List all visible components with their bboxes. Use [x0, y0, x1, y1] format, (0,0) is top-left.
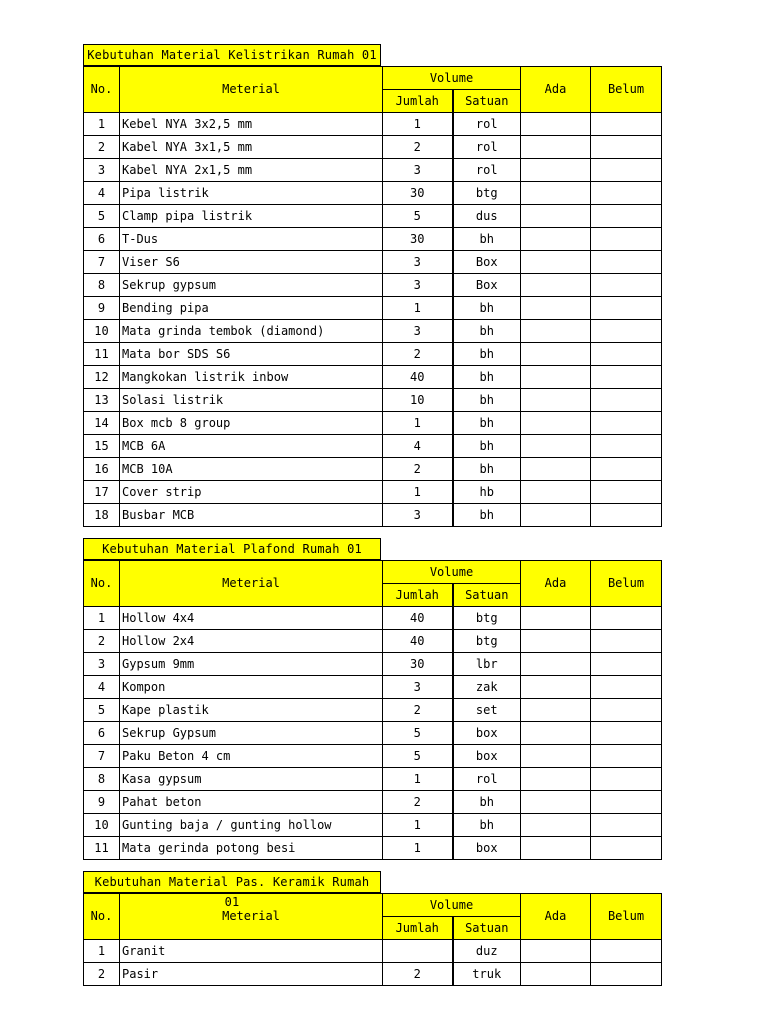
belum-cell [591, 136, 662, 159]
header-ada: Ada [521, 67, 591, 113]
material-name: Kompon [120, 676, 383, 699]
belum-cell [591, 228, 662, 251]
table-row [84, 251, 662, 274]
belum-cell [591, 113, 662, 136]
row-number: 15 [84, 435, 120, 458]
unit-cell: truk [453, 963, 521, 986]
material-name: Hollow 2x4 [120, 630, 383, 653]
row-number: 1 [84, 113, 120, 136]
material-name: Sekrup gypsum [120, 274, 383, 297]
row-number: 4 [84, 182, 120, 205]
header-volume: Volume [383, 894, 521, 917]
table-row [84, 676, 662, 699]
row-number: 1 [84, 607, 120, 630]
table-row [84, 366, 662, 389]
table-row [84, 699, 662, 722]
table-row [84, 159, 662, 182]
header-belum: Belum [591, 67, 662, 113]
belum-cell [591, 963, 662, 986]
quantity-cell: 40 [383, 607, 453, 630]
table-row [84, 630, 662, 653]
unit-cell: box [453, 722, 521, 745]
ada-cell [521, 458, 591, 481]
unit-cell: bh [453, 412, 521, 435]
row-number: 10 [84, 814, 120, 837]
table-row [84, 228, 662, 251]
material-table [83, 560, 662, 860]
quantity-cell: 30 [383, 182, 453, 205]
unit-cell: bh [453, 814, 521, 837]
quantity-cell: 1 [383, 481, 453, 504]
table-row [84, 837, 662, 860]
belum-cell [591, 745, 662, 768]
material-name: Kebel NYA 3x2,5 mm [120, 113, 383, 136]
material-name: T-Dus [120, 228, 383, 251]
material-name: Kabel NYA 2x1,5 mm [120, 159, 383, 182]
table-body [84, 113, 662, 527]
quantity-cell: 1 [383, 297, 453, 320]
unit-cell: bh [453, 389, 521, 412]
belum-cell [591, 389, 662, 412]
belum-cell [591, 205, 662, 228]
quantity-cell: 2 [383, 136, 453, 159]
unit-cell: rol [453, 136, 521, 159]
material-name: Viser S6 [120, 251, 383, 274]
header-volume: Volume [383, 561, 521, 584]
belum-cell [591, 320, 662, 343]
table-row [84, 791, 662, 814]
header-material: Meterial [120, 894, 383, 940]
quantity-cell: 40 [383, 366, 453, 389]
unit-cell: bh [453, 791, 521, 814]
table-row [84, 722, 662, 745]
table-body [84, 940, 662, 986]
unit-cell: bh [453, 435, 521, 458]
material-name: Bending pipa [120, 297, 383, 320]
material-name: Granit [120, 940, 383, 963]
material-name: MCB 6A [120, 435, 383, 458]
belum-cell [591, 274, 662, 297]
unit-cell: hb [453, 481, 521, 504]
row-number: 3 [84, 653, 120, 676]
unit-cell: btg [453, 182, 521, 205]
material-name: Clamp pipa listrik [120, 205, 383, 228]
table-row [84, 297, 662, 320]
row-number: 8 [84, 768, 120, 791]
material-name: Cover strip [120, 481, 383, 504]
ada-cell [521, 722, 591, 745]
table-row [84, 963, 662, 986]
ada-cell [521, 607, 591, 630]
ada-cell [521, 228, 591, 251]
unit-cell: bh [453, 320, 521, 343]
unit-cell: Box [453, 251, 521, 274]
belum-cell [591, 366, 662, 389]
ada-cell [521, 113, 591, 136]
unit-cell: bh [453, 366, 521, 389]
table-row [84, 274, 662, 297]
ada-cell [521, 940, 591, 963]
unit-cell: btg [453, 607, 521, 630]
belum-cell [591, 607, 662, 630]
unit-cell: duz [453, 940, 521, 963]
belum-cell [591, 837, 662, 860]
table-row [84, 205, 662, 228]
quantity-cell: 5 [383, 205, 453, 228]
belum-cell [591, 458, 662, 481]
material-name: Pasir [120, 963, 383, 986]
row-number: 6 [84, 228, 120, 251]
ada-cell [521, 251, 591, 274]
quantity-cell: 2 [383, 458, 453, 481]
table-row [84, 607, 662, 630]
quantity-cell: 5 [383, 745, 453, 768]
material-name: Busbar MCB [120, 504, 383, 527]
material-name: Box mcb 8 group [120, 412, 383, 435]
material-name: Kabel NYA 3x1,5 mm [120, 136, 383, 159]
header-jumlah: Jumlah [383, 917, 453, 940]
belum-cell [591, 343, 662, 366]
quantity-cell: 1 [383, 768, 453, 791]
table-body [84, 607, 662, 860]
material-name: Kasa gypsum [120, 768, 383, 791]
material-name: Gunting baja / gunting hollow [120, 814, 383, 837]
row-number: 16 [84, 458, 120, 481]
header-belum: Belum [591, 894, 662, 940]
row-number: 5 [84, 699, 120, 722]
unit-cell: Box [453, 274, 521, 297]
table-row [84, 814, 662, 837]
material-table [83, 893, 662, 986]
table-row [84, 940, 662, 963]
belum-cell [591, 722, 662, 745]
belum-cell [591, 791, 662, 814]
header-belum: Belum [591, 561, 662, 607]
material-name: Pahat beton [120, 791, 383, 814]
ada-cell [521, 389, 591, 412]
quantity-cell: 2 [383, 699, 453, 722]
ada-cell [521, 366, 591, 389]
ada-cell [521, 791, 591, 814]
belum-cell [591, 653, 662, 676]
unit-cell: set [453, 699, 521, 722]
ada-cell [521, 182, 591, 205]
material-name: Pipa listrik [120, 182, 383, 205]
unit-cell: dus [453, 205, 521, 228]
row-number: 13 [84, 389, 120, 412]
quantity-cell: 5 [383, 722, 453, 745]
belum-cell [591, 940, 662, 963]
quantity-cell: 3 [383, 274, 453, 297]
material-name: Mata bor SDS S6 [120, 343, 383, 366]
ada-cell [521, 412, 591, 435]
table-row [84, 343, 662, 366]
table-row [84, 481, 662, 504]
ada-cell [521, 745, 591, 768]
ada-cell [521, 676, 591, 699]
table-row [84, 504, 662, 527]
header-no: No. [84, 67, 120, 113]
ada-cell [521, 630, 591, 653]
unit-cell: bh [453, 297, 521, 320]
table-row [84, 113, 662, 136]
row-number: 12 [84, 366, 120, 389]
table-row [84, 435, 662, 458]
unit-cell: bh [453, 228, 521, 251]
belum-cell [591, 676, 662, 699]
unit-cell: rol [453, 159, 521, 182]
row-number: 6 [84, 722, 120, 745]
quantity-cell [383, 940, 453, 963]
header-ada: Ada [521, 561, 591, 607]
header-no: No. [84, 561, 120, 607]
table-row [84, 412, 662, 435]
belum-cell [591, 699, 662, 722]
ada-cell [521, 699, 591, 722]
row-number: 1 [84, 940, 120, 963]
table-row [84, 458, 662, 481]
header-jumlah: Jumlah [383, 584, 453, 607]
row-number: 11 [84, 343, 120, 366]
row-number: 2 [84, 963, 120, 986]
quantity-cell: 3 [383, 251, 453, 274]
unit-cell: box [453, 745, 521, 768]
ada-cell [521, 320, 591, 343]
quantity-cell: 2 [383, 963, 453, 986]
belum-cell [591, 768, 662, 791]
material-name: Paku Beton 4 cm [120, 745, 383, 768]
table-row [84, 653, 662, 676]
ada-cell [521, 435, 591, 458]
material-table [83, 66, 662, 527]
header-material: Meterial [120, 561, 383, 607]
ada-cell [521, 136, 591, 159]
table-row [84, 136, 662, 159]
row-number: 4 [84, 676, 120, 699]
unit-cell: bh [453, 504, 521, 527]
material-name: MCB 10A [120, 458, 383, 481]
header-material: Meterial [120, 67, 383, 113]
ada-cell [521, 205, 591, 228]
belum-cell [591, 435, 662, 458]
material-name: Mata gerinda potong besi [120, 837, 383, 860]
header-satuan: Satuan [453, 584, 521, 607]
unit-cell: rol [453, 113, 521, 136]
row-number: 11 [84, 837, 120, 860]
section-title: Kebutuhan Material Plafond Rumah 01 [83, 538, 381, 560]
material-name: Sekrup Gypsum [120, 722, 383, 745]
quantity-cell: 3 [383, 676, 453, 699]
unit-cell: box [453, 837, 521, 860]
ada-cell [521, 274, 591, 297]
header-satuan: Satuan [453, 917, 521, 940]
quantity-cell: 1 [383, 814, 453, 837]
row-number: 9 [84, 791, 120, 814]
material-name: Hollow 4x4 [120, 607, 383, 630]
material-name: Solasi listrik [120, 389, 383, 412]
header-jumlah: Jumlah [383, 90, 453, 113]
row-number: 2 [84, 630, 120, 653]
row-number: 9 [84, 297, 120, 320]
section-title: Kebutuhan Material Kelistrikan Rumah 01 [83, 44, 381, 66]
table-row [84, 182, 662, 205]
row-number: 3 [84, 159, 120, 182]
quantity-cell: 1 [383, 113, 453, 136]
quantity-cell: 2 [383, 343, 453, 366]
belum-cell [591, 251, 662, 274]
quantity-cell: 10 [383, 389, 453, 412]
unit-cell: btg [453, 630, 521, 653]
quantity-cell: 4 [383, 435, 453, 458]
table-row [84, 745, 662, 768]
section-plafond [83, 538, 661, 860]
row-number: 10 [84, 320, 120, 343]
unit-cell: zak [453, 676, 521, 699]
unit-cell: bh [453, 343, 521, 366]
header-volume: Volume [383, 67, 521, 90]
row-number: 8 [84, 274, 120, 297]
quantity-cell: 3 [383, 504, 453, 527]
ada-cell [521, 768, 591, 791]
quantity-cell: 2 [383, 791, 453, 814]
quantity-cell: 30 [383, 228, 453, 251]
header-satuan: Satuan [453, 90, 521, 113]
unit-cell: rol [453, 768, 521, 791]
section-title: Kebutuhan Material Pas. Keramik Rumah 01 [83, 871, 381, 893]
quantity-cell: 3 [383, 159, 453, 182]
row-number: 17 [84, 481, 120, 504]
header-ada: Ada [521, 894, 591, 940]
section-kelistrikan [83, 44, 661, 527]
quantity-cell: 30 [383, 653, 453, 676]
ada-cell [521, 159, 591, 182]
row-number: 5 [84, 205, 120, 228]
row-number: 7 [84, 745, 120, 768]
quantity-cell: 3 [383, 320, 453, 343]
table-row [84, 389, 662, 412]
belum-cell [591, 481, 662, 504]
ada-cell [521, 653, 591, 676]
ada-cell [521, 814, 591, 837]
section-keramik [83, 871, 661, 986]
unit-cell: bh [453, 458, 521, 481]
material-name: Mangkokan listrik inbow [120, 366, 383, 389]
belum-cell [591, 504, 662, 527]
header-no: No. [84, 894, 120, 940]
ada-cell [521, 963, 591, 986]
belum-cell [591, 814, 662, 837]
ada-cell [521, 837, 591, 860]
unit-cell: lbr [453, 653, 521, 676]
quantity-cell: 1 [383, 837, 453, 860]
material-name: Kape plastik [120, 699, 383, 722]
quantity-cell: 40 [383, 630, 453, 653]
ada-cell [521, 481, 591, 504]
belum-cell [591, 297, 662, 320]
row-number: 18 [84, 504, 120, 527]
belum-cell [591, 182, 662, 205]
ada-cell [521, 504, 591, 527]
belum-cell [591, 159, 662, 182]
row-number: 2 [84, 136, 120, 159]
ada-cell [521, 343, 591, 366]
ada-cell [521, 297, 591, 320]
row-number: 7 [84, 251, 120, 274]
material-name: Mata grinda tembok (diamond) [120, 320, 383, 343]
quantity-cell: 1 [383, 412, 453, 435]
table-row [84, 320, 662, 343]
belum-cell [591, 412, 662, 435]
material-name: Gypsum 9mm [120, 653, 383, 676]
belum-cell [591, 630, 662, 653]
table-row [84, 768, 662, 791]
row-number: 14 [84, 412, 120, 435]
